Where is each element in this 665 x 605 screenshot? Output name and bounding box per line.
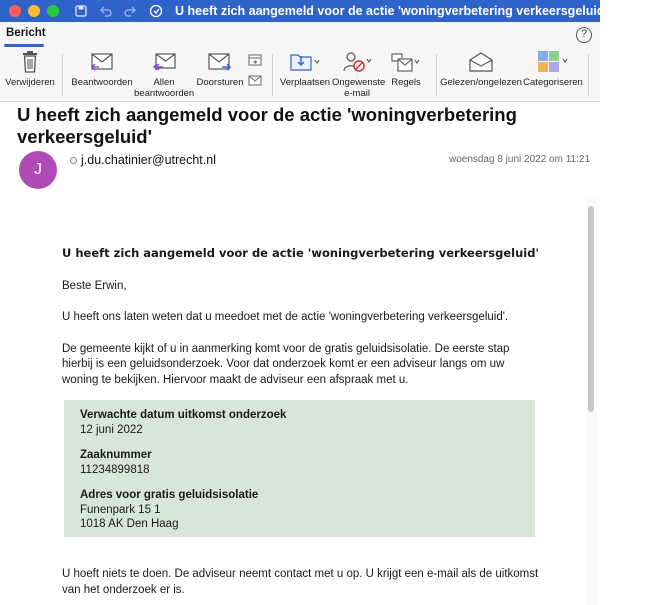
- message-body: [62, 246, 540, 404]
- forward-icon: [207, 52, 233, 76]
- ribbon-toolbar: [0, 48, 600, 102]
- move-folder-icon: [289, 51, 321, 77]
- title-bar: [0, 0, 665, 22]
- window-title: U heeft zich aangemeld voor de actie 'woningverbetering verkeersgeluid' - Tijdeli...: [175, 4, 665, 18]
- minimize-window-button[interactable]: [28, 5, 40, 17]
- reply-button[interactable]: [70, 50, 134, 89]
- reply-all-label-line1: Allen: [153, 77, 175, 88]
- ribbon-tab-row: [0, 22, 600, 48]
- rules-label: Regels: [391, 77, 421, 88]
- read-unread-button[interactable]: [440, 50, 522, 89]
- junk-icon: [340, 50, 374, 78]
- reply-all-button[interactable]: [134, 50, 194, 99]
- body-paragraph-2: De gemeente kijkt of u in aanmerking komt voor de gratis geluidsisolatie. De eerste stap hierbij is een geluidsonderzoek. Voor dat onderzoek komt er een adviseur langs om uw woning te bekijken. Hiervoor maakt de adviseur een afspraak met u.: [62, 342, 510, 386]
- info-box: [64, 400, 535, 537]
- delete-button[interactable]: [4, 50, 56, 89]
- redo-icon[interactable]: [124, 5, 137, 17]
- attachment-reply-icon: [248, 74, 262, 91]
- window-controls: [9, 5, 59, 17]
- ribbon-separator: [588, 54, 589, 96]
- reply-icon: [89, 52, 115, 76]
- rules-button[interactable]: [384, 50, 428, 89]
- presence-status-icon: [70, 157, 77, 164]
- expected-date-label: Verwachte datum uitkomst onderzoek: [80, 409, 287, 421]
- address-label: Adres voor gratis geluidsisolatie: [80, 489, 259, 501]
- body-title: U heeft zich aangemeld voor de actie 'woningverbetering verkeersgeluid': [62, 246, 540, 260]
- meeting-reply-button[interactable]: [245, 50, 265, 92]
- move-button[interactable]: [278, 50, 332, 89]
- message-subject: U heeft zich aangemeld voor de actie 'woningverbetering verkeersgeluid': [17, 104, 517, 147]
- junk-label-line1: Ongewenste: [332, 77, 386, 88]
- avatar[interactable]: J: [19, 151, 57, 189]
- help-button[interactable]: ?: [576, 27, 592, 43]
- forward-label: Doorsturen: [196, 77, 244, 88]
- read-unread-label: Gelezen/ongelezen: [440, 77, 522, 88]
- address-line-1: Funenpark 15 1: [80, 503, 161, 516]
- case-number-value: 11234899818: [80, 463, 150, 476]
- address-line-2: 1018 AK Den Haag: [80, 518, 179, 530]
- reply-all-label-line2: beantwoorden: [134, 87, 195, 99]
- categorize-button[interactable]: [522, 50, 584, 89]
- reply-all-icon: [151, 52, 177, 76]
- delete-label: Verwijderen: [5, 77, 55, 88]
- active-tab-indicator: [4, 44, 44, 47]
- calendar-reply-icon: [248, 53, 262, 70]
- scrollbar-thumb[interactable]: [588, 206, 594, 412]
- sender-address[interactable]: j.du.chatinier@utrecht.nl: [81, 153, 216, 167]
- save-icon[interactable]: [75, 5, 87, 17]
- move-label: Verplaatsen: [279, 77, 331, 88]
- close-window-button[interactable]: [9, 5, 21, 17]
- ribbon-separator: [436, 54, 437, 96]
- categorize-label: Categoriseren: [523, 77, 583, 88]
- rules-icon: [390, 51, 422, 77]
- tab-bericht[interactable]: Bericht: [6, 27, 46, 39]
- body-greeting: Beste Erwin,: [62, 279, 127, 292]
- forward-button[interactable]: [194, 50, 246, 89]
- zoom-window-button[interactable]: [47, 5, 59, 17]
- body-paragraph-1: U heeft ons laten weten dat u meedoet met de actie 'woningverbetering verkeersgeluid'.: [62, 311, 509, 323]
- message-date: woensdag 8 juni 2022 om 11:21: [448, 154, 590, 165]
- body-footer: U hoeft niets te doen. De adviseur neemt contact met u op. U krijgt een e-mail als de uitkomst van het onderzoek er is.: [62, 568, 539, 596]
- reply-label: Beantwoorden: [71, 77, 133, 88]
- undo-icon[interactable]: [99, 5, 112, 17]
- expected-date-value: 12 juni 2022: [80, 423, 143, 436]
- categories-icon: [535, 50, 571, 78]
- open-envelope-icon: [468, 51, 494, 77]
- junk-button[interactable]: [332, 50, 386, 99]
- ribbon-separator: [272, 54, 273, 96]
- junk-label-line2: e-mail: [344, 87, 370, 99]
- ribbon-separator: [62, 54, 63, 96]
- case-number-label: Zaaknummer: [80, 449, 152, 461]
- trash-icon: [21, 50, 39, 78]
- sync-icon[interactable]: [149, 4, 163, 18]
